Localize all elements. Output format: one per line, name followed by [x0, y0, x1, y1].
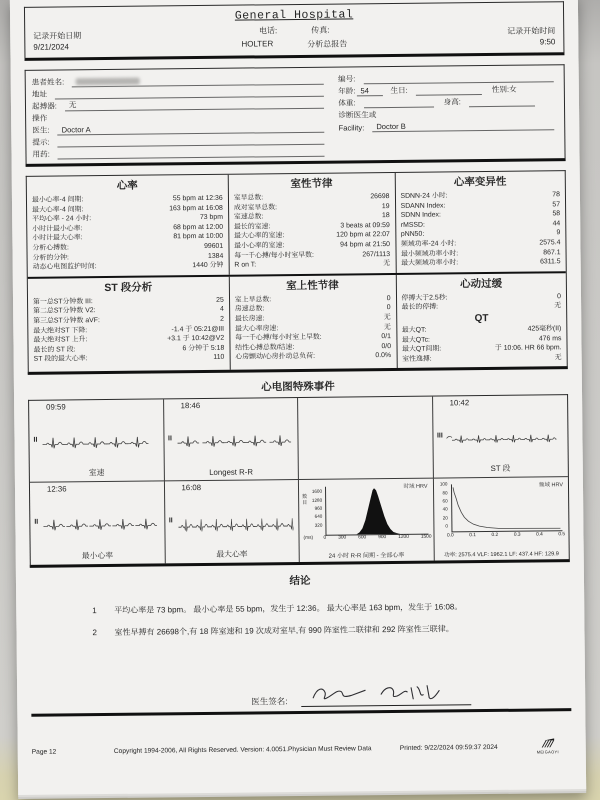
- event-panel-vtach: [29, 400, 164, 483]
- stat-label: 最大频域功率小时:: [401, 259, 459, 268]
- stat-label: 停搏大于2.5秒:: [401, 294, 448, 302]
- stat-label: SDNN-24 小时:: [400, 192, 448, 200]
- lead-label: II: [167, 435, 172, 443]
- operator-label-line2: 医生:: [32, 125, 50, 135]
- page-footer: [32, 738, 572, 760]
- bottom-divider: [31, 708, 571, 717]
- age-value: 54: [360, 86, 369, 96]
- stat-value: 25: [216, 296, 224, 304]
- patient-id-row: [338, 70, 554, 84]
- stat-label: 室早总数:: [233, 194, 264, 202]
- x-axis-ticks: 0.0 0.1 0.2 0.3 0.4 0.5: [446, 532, 566, 539]
- hospital-name: General Hospital: [234, 8, 354, 23]
- stat-value: 81 bpm at 10:00: [173, 233, 224, 241]
- stat-label: ST 段的最大心率:: [33, 355, 88, 364]
- qt-subtitle: QT: [474, 312, 489, 325]
- y-axis-ticks: 100 80 60 40 20 0: [439, 481, 448, 529]
- lead-label: III: [436, 432, 443, 440]
- chart-caption: 24 小时 R-R 间期 - 全部心率: [328, 553, 405, 561]
- stat-label: 每一千心搏/每小时室上早数:: [235, 333, 322, 342]
- stat-label: 小时计最小心率:: [32, 225, 83, 233]
- stat-value: 无: [383, 323, 391, 331]
- meigaoyi-flag-icon: [540, 739, 556, 748]
- stat-value: 无: [554, 353, 562, 362]
- printed-timestamp: Printed: 9/22/2024 09:59:37 2024: [399, 743, 498, 752]
- event-panel-st: [433, 395, 568, 478]
- conclusion-text: 室性早搏有 26698个,有 18 阵室速和 19 次成对室早,有 990 阵室性二联律和 292 阵室性三联律。: [114, 624, 454, 638]
- stat-label: 分析的分钟:: [32, 253, 69, 262]
- stat-value: 110: [213, 354, 225, 362]
- vendor-logo-text: MEIGAOYI: [536, 749, 559, 755]
- section-title-heart-rate: 心率: [116, 179, 138, 192]
- event-caption: 室速: [88, 468, 105, 478]
- event-caption: 最大心率: [216, 549, 248, 560]
- lead-label: II: [33, 437, 38, 445]
- stat-value: 94 bpm at 21:50: [340, 240, 391, 249]
- stat-label: 最大QT间期:: [402, 345, 442, 354]
- medication-label: 用药:: [32, 149, 50, 159]
- stat-value: 4: [220, 306, 224, 314]
- section-title-hrv: 心率变异性: [453, 175, 507, 189]
- stat-label: 最小心率的室速:: [234, 242, 285, 250]
- facility-row: [338, 118, 554, 132]
- stat-label: 小时计最大心率:: [32, 234, 83, 243]
- event-time: 18:46: [180, 401, 201, 411]
- medication-row: [32, 145, 324, 160]
- stat-label: 最大QTc:: [401, 336, 430, 344]
- bradycardia-section: [396, 273, 566, 368]
- stat-value: 3 beats at 09:59: [340, 221, 390, 230]
- stat-value: 1384: [207, 252, 224, 260]
- summary-table: [26, 170, 568, 375]
- stat-label: 分析心搏数:: [32, 244, 69, 252]
- stat-value: 99601: [204, 242, 224, 250]
- stat-value: 267/1113: [362, 250, 391, 258]
- stat-value: 68 bpm at 12:00: [173, 223, 224, 232]
- birthday-label: 生日:: [390, 85, 408, 96]
- patient-id-label: 编号:: [337, 74, 356, 84]
- stat-value: 163 bpm at 16:08: [169, 204, 223, 212]
- stat-label: 每一千心搏/每小时室早数:: [234, 251, 314, 260]
- stat-label: 房速总数:: [234, 305, 265, 313]
- stat-value: 6 分钟于 5:18: [182, 344, 225, 352]
- signature-line: [301, 681, 471, 708]
- event-time: 10:42: [449, 398, 470, 408]
- stat-label: 最小频域功率小时:: [401, 249, 459, 258]
- heart-rate-section: [27, 175, 230, 277]
- stat-value: 120 bpm at 22:07: [336, 231, 390, 239]
- record-time-value: 9:50: [539, 37, 556, 47]
- stat-value: 26698: [370, 193, 390, 201]
- lead-label: II: [168, 517, 173, 525]
- stat-value: 19: [381, 202, 390, 210]
- stat-value: 78: [552, 191, 560, 199]
- section-title-supraventricular: 室上性节律: [286, 279, 339, 292]
- event-panel-min-hr: [30, 482, 165, 565]
- facility-label: Facility:: [338, 123, 365, 133]
- stat-label: 第一总ST分钟数 III:: [33, 297, 93, 306]
- events-grid: [28, 394, 570, 568]
- freq-domain-hrv-chart: [433, 477, 568, 560]
- stat-label: pNN50:: [400, 231, 425, 239]
- stat-value: 55 bpm at 12:36: [172, 194, 223, 203]
- stat-value: 0: [386, 304, 391, 312]
- hrv-section: [395, 171, 566, 273]
- stat-value: 1440 分钟: [192, 261, 224, 270]
- histogram-area: [326, 486, 428, 535]
- event-time: 09:59: [46, 402, 66, 412]
- event-caption: 最小心率: [81, 551, 114, 561]
- stat-label: 第二总ST分钟数 V2:: [33, 307, 96, 316]
- stat-value: 18: [381, 212, 390, 220]
- conclusion-title: 结论: [289, 575, 311, 588]
- stat-label: SDANN Index:: [400, 202, 446, 210]
- stat-label: 结性心搏总数/结速:: [235, 343, 295, 352]
- stat-value: 2575.4: [539, 239, 561, 247]
- stat-label: 最大心率的室速:: [234, 232, 285, 241]
- event-panel-empty: [298, 397, 433, 480]
- record-time-label: 记录开始时间: [507, 26, 556, 36]
- hint-label: 提示:: [32, 137, 50, 147]
- event-panel-longest-rr: [164, 398, 299, 481]
- stat-label: 最长房速:: [234, 315, 265, 323]
- event-caption: ST 段: [490, 464, 511, 474]
- stat-value: 无: [383, 313, 391, 322]
- facility-value: Doctor B: [376, 121, 406, 132]
- weight-height-row: [338, 94, 554, 108]
- ecg-strip: [43, 512, 158, 537]
- operator-label-line1: 操作: [32, 113, 48, 123]
- height-label: 身高:: [443, 97, 461, 107]
- stat-label: 最大绝对ST 上升:: [33, 336, 88, 344]
- patient-name-label: 患者姓名:: [31, 77, 65, 87]
- stat-value: 0/0: [381, 342, 392, 350]
- stat-value: 0.0%: [375, 352, 392, 360]
- pacemaker-label: 起搏器:: [31, 101, 57, 111]
- record-date-label: 记录开始日期: [33, 31, 82, 41]
- record-date-value: 9/21/2024: [33, 42, 70, 52]
- conclusion-item: [92, 600, 570, 617]
- vendor-logo: [524, 738, 572, 755]
- ecg-strip: [177, 428, 292, 453]
- stat-value: 6311.5: [540, 258, 561, 266]
- stat-label: 心房颤动/心房扑动总负荷:: [235, 353, 316, 361]
- weight-label: 体重:: [338, 98, 356, 108]
- stat-label: 室性逸搏:: [402, 355, 432, 363]
- gender-label: 性别:: [491, 84, 510, 94]
- stat-label: 最大心率房速:: [235, 324, 279, 333]
- report-type: HOLTER: [241, 39, 274, 49]
- y-axis-ticks: 1600 1280 960 640 320: [311, 489, 323, 528]
- stat-value: 44: [552, 220, 561, 228]
- phone-label: 电话:: [258, 26, 278, 36]
- operator-value: Doctor A: [61, 125, 91, 135]
- stat-label: 最长的 ST 段:: [33, 346, 76, 354]
- stat-value: 867.1: [543, 248, 561, 256]
- conclusion-number: 2: [92, 628, 98, 638]
- ecg-strip: [42, 430, 157, 455]
- ventricular-rhythm-section: [228, 173, 396, 274]
- report-title: 分析总报告: [307, 39, 348, 49]
- section-title-bradycardia: 心动过缓: [460, 277, 503, 291]
- stat-value: 2: [220, 315, 225, 323]
- supraventricular-section: [230, 275, 398, 370]
- stat-value: -1.4 于 05:21@III: [171, 325, 225, 333]
- stat-value: 425毫秒(II): [527, 325, 562, 333]
- stat-label: 最大QT:: [401, 326, 427, 334]
- pacemaker-value: 无: [68, 100, 77, 110]
- event-panel-max-hr: [164, 480, 299, 563]
- fax-label: 传真:: [311, 25, 330, 35]
- stat-label: 频域功率-24 小时:: [400, 240, 457, 248]
- patient-info-box: [25, 64, 566, 167]
- stat-label: R on T:: [234, 261, 257, 269]
- st-analysis-section: [28, 276, 231, 372]
- spectrum-line: [451, 484, 561, 532]
- stat-label: 最长的室速:: [233, 223, 271, 231]
- stat-value: 73 bpm: [199, 213, 223, 222]
- chart-corner-label: 频域 HRV: [538, 482, 564, 489]
- page-number: Page 12: [31, 748, 57, 756]
- x-axis-unit: (ms): [303, 536, 314, 542]
- time-domain-hrv-chart: [299, 479, 434, 562]
- stat-value: 57: [552, 200, 561, 208]
- stat-label: 最长的停搏:: [401, 303, 439, 312]
- conclusion-number: 1: [92, 606, 97, 616]
- ecg-strip: [446, 426, 556, 451]
- report-header: [24, 1, 565, 61]
- section-title-ventricular: 室性节律: [290, 177, 333, 191]
- events-title: 心电图特殊事件: [261, 380, 335, 394]
- stat-label: 最大绝对ST 下降:: [33, 326, 88, 335]
- stat-label: 最小心率-4 间期:: [31, 196, 84, 204]
- stat-value: 0: [557, 292, 562, 301]
- chart-caption: 功率: 2575.4 VLF: 1962.1 LF: 437.4 HF: 129.9: [444, 551, 559, 559]
- event-time: 12:36: [46, 484, 67, 494]
- stat-value: 无: [554, 302, 562, 310]
- conclusion-text: 平均心率是 73 bpm。 最小心率是 55 bpm，发生于 12:36。 最大心率是 163 bpm，发生于 16:08。: [114, 602, 463, 616]
- doctor-signature: [307, 681, 457, 709]
- stat-label: 室上早总数:: [234, 296, 272, 304]
- stat-label: 第三总ST分钟数 aVF:: [33, 317, 100, 325]
- stat-value: 无: [383, 260, 391, 268]
- lead-label: II: [34, 519, 39, 527]
- stat-label: 最大心率-4 间期:: [32, 205, 84, 214]
- stat-label: 平均心率 - 24 小时:: [32, 215, 92, 223]
- section-title-st: ST 段分析: [104, 281, 153, 294]
- age-label: 年龄:: [338, 86, 356, 96]
- diagnosing-label: 诊断医生或: [338, 110, 377, 120]
- copyright-text: Copyright 1994-2006, All Rights Reserved. Version: 4.0051.Physician Must Review Data: [113, 745, 372, 755]
- stat-label: rMSSD:: [400, 221, 425, 229]
- chart-corner-label: 时域 HRV: [403, 483, 428, 491]
- gender-value: 女: [509, 84, 517, 94]
- stat-value: 0: [386, 294, 391, 302]
- event-time: 16:08: [181, 483, 202, 493]
- stat-label: 动态心电图监护时间:: [32, 263, 97, 271]
- stat-value: 9: [556, 229, 561, 237]
- signature-row: [251, 678, 571, 707]
- stat-label: 室速总数:: [233, 213, 264, 221]
- ecg-strip: [178, 510, 293, 535]
- event-caption: Longest R-R: [209, 467, 254, 478]
- stat-label: SDNN Index:: [400, 211, 441, 220]
- signature-label: 医生签名:: [251, 696, 288, 707]
- address-label: 地址: [31, 89, 48, 99]
- y-axis-label: 数目: [302, 494, 308, 507]
- stat-value: 476 ms: [538, 334, 562, 343]
- stat-value: 0/1: [381, 333, 391, 341]
- stat-value: 于 10:06. HR 66 bpm.: [494, 344, 562, 353]
- report-page: [10, 0, 586, 795]
- stat-value: +3.1 于 10:42@V2: [167, 334, 225, 343]
- stat-label: 成对室早总数:: [233, 203, 278, 212]
- x-axis-ticks: 0 300 600 900 1200 1500: [323, 534, 432, 542]
- patient-name-redacted: [76, 78, 140, 86]
- stat-value: 58: [552, 210, 561, 218]
- conclusion-item: [92, 622, 570, 639]
